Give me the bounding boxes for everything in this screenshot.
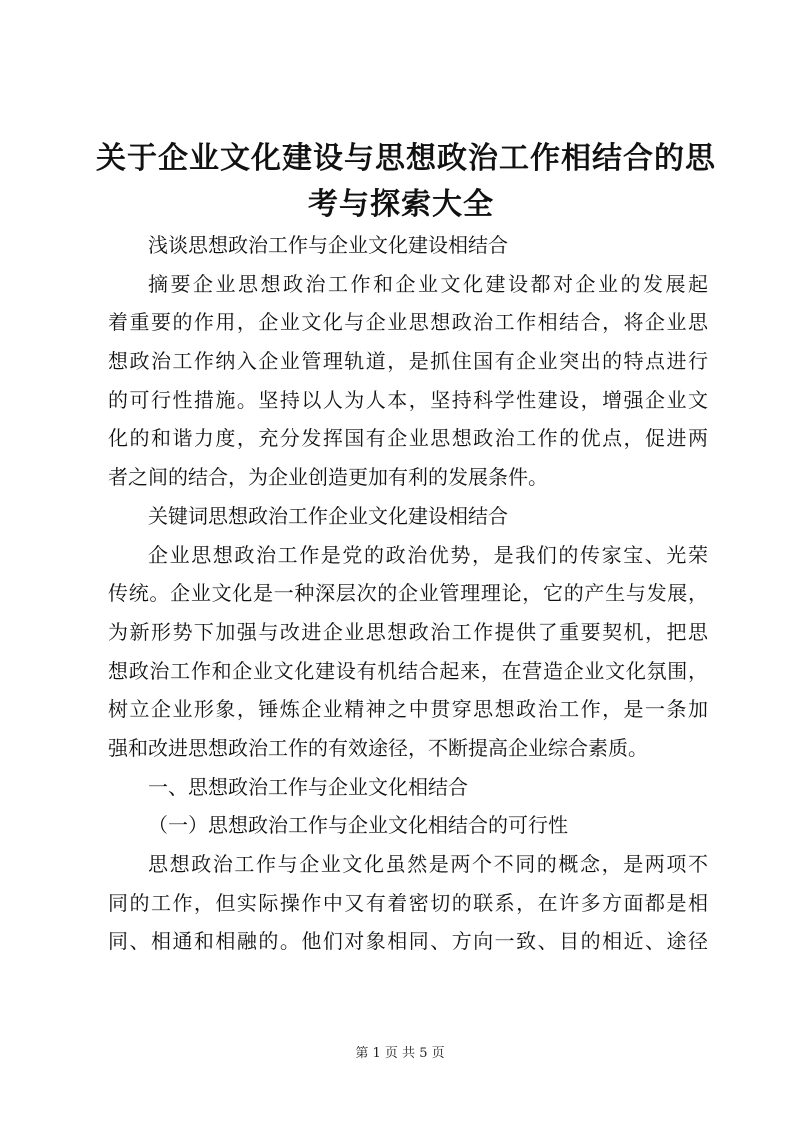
paragraph-line: 想政治工作和企业文化建设有机结合起来，在营造企业文化氛围， [108,658,708,683]
paragraph-line: 传统。企业文化是一种深层次的企业管理理论，它的产生与发展， [108,581,708,606]
paragraph-line: 者之间的结合，为企业创造更加有利的发展条件。 [108,465,548,490]
subsection-heading: （一）思想政治工作与企业文化相结合的可行性 [148,813,568,838]
page-footer: 第 1 页 共 5 页 [355,1046,445,1061]
section-subtitle: 浅谈思想政治工作与企业文化建设相结合 [148,233,508,257]
document-body [108,226,708,961]
paragraph-line: 树立企业形象，锤炼企业精神之中贯穿思想政治工作，是一条加 [108,697,708,722]
title-line: 关于企业文化建设与思想政治工作相结合的思 [96,141,716,176]
paragraph-line: 为新形势下加强与改进企业思想政治工作提供了重要契机，把思 [108,619,708,644]
paragraph-line: 思想政治工作与企业文化虽然是两个不同的概念，是两项不 [148,852,708,876]
paragraph-line: 想政治工作纳入企业管理轨道，是抓住国有企业突出的特点进行 [108,349,708,374]
paragraph-line: 的可行性措施。坚持以人为人本，坚持科学性建设，增强企业文 [108,387,708,412]
title-line: 考与探索大全 [308,187,494,222]
paragraph-line: 化的和谐力度，充分发挥国有企业思想政治工作的优点，促进两 [108,426,708,451]
section-heading: 一、思想政治工作与企业文化相结合 [148,774,468,799]
document-title [96,136,716,228]
paragraph-line: 着重要的作用，企业文化与企业思想政治工作相结合，将企业思 [108,310,708,335]
keywords-line: 关键词思想政治工作企业文化建设相结合 [148,503,508,528]
paragraph-line: 强和改进思想政治工作的有效途径，不断提高企业综合素质。 [108,735,648,760]
paragraph-line: 同、相通和相融的。他们对象相同、方向一致、目的相近、途径 [108,929,708,954]
paragraph-line: 同的工作，但实际操作中又有着密切的联系，在许多方面都是相 [108,890,708,915]
paragraph-line: 企业思想政治工作是党的政治优势，是我们的传家宝、光荣 [148,542,708,567]
paragraph-line: 摘要企业思想政治工作和企业文化建设都对企业的发展起 [148,271,708,296]
